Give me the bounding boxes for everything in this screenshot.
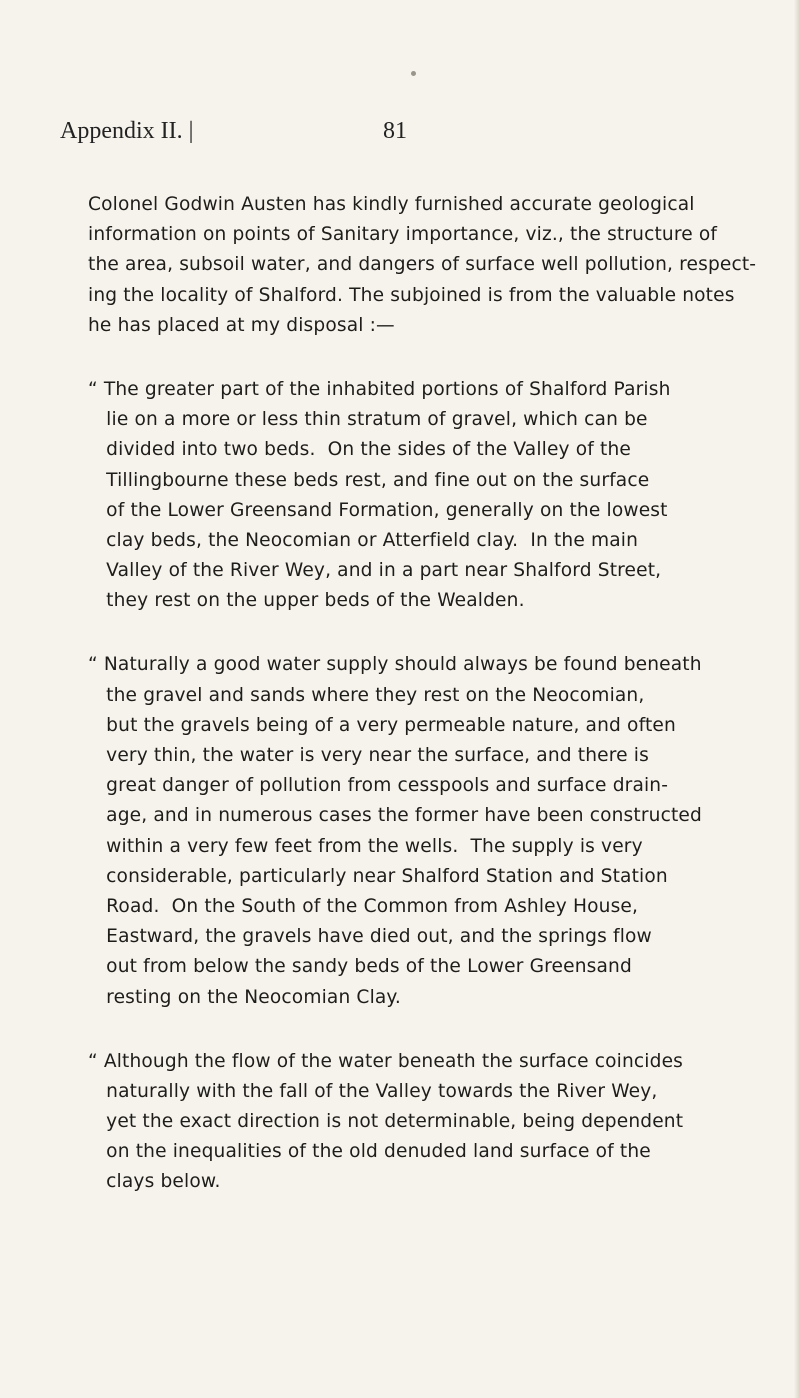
text-line: information on points of Sanitary importance, viz., the structure of bbox=[88, 224, 718, 246]
text-line: resting on the Neocomian Clay. bbox=[88, 986, 401, 1008]
text-line: clay beds, the Neocomian or Atterfield clay. In the main bbox=[88, 529, 639, 551]
text-line: very thin, the water is very near the surface, and there is bbox=[88, 745, 649, 766]
quote-paragraph-1 bbox=[0, 375, 800, 617]
text-line: great danger of pollution from cesspools and surface drain- bbox=[88, 775, 669, 797]
text-line: “ The greater part of the inhabited portions of Shalford Parish bbox=[88, 378, 671, 400]
text-line: the area, subsoil water, and dangers of surface well pollution, respect- bbox=[88, 254, 757, 276]
text-line: of the Lower Greensand Formation, generally on the lowest bbox=[88, 499, 668, 521]
page-number: 81 bbox=[383, 118, 407, 144]
page-speck bbox=[411, 71, 416, 76]
running-head bbox=[0, 118, 800, 154]
text-line: “ Although the flow of the water beneath the surface coincides bbox=[88, 1050, 684, 1072]
text-line: they rest on the upper beds of the Wealden. bbox=[88, 590, 525, 612]
text-line: Valley of the River Wey, and in a part near Shalford Street, bbox=[88, 560, 662, 582]
text-line: clays below. bbox=[88, 1171, 221, 1193]
text-line: considerable, particularly near Shalford Station and Station bbox=[88, 865, 668, 887]
text-line: age, and in numerous cases the former have been constructed bbox=[88, 805, 702, 827]
text-line: the gravel and sands where they rest on the Neocomian, bbox=[88, 684, 645, 706]
text-line: Colonel Godwin Austen has kindly furnished accurate geological bbox=[88, 194, 695, 215]
text-line: out from below the sandy beds of the Lower Greensand bbox=[88, 956, 632, 978]
intro-paragraph bbox=[0, 190, 800, 341]
text-line: divided into two beds. On the sides of the Valley of the bbox=[88, 439, 632, 461]
quote-paragraph-3 bbox=[0, 1047, 800, 1198]
text-line: ing the locality of Shalford. The subjoined is from the valuable notes bbox=[88, 284, 735, 306]
text-line: lie on a more or less thin stratum of gravel, which can be bbox=[88, 409, 648, 431]
text-line: Tillingbourne these beds rest, and fine out on the surface bbox=[88, 469, 650, 491]
text-line: Road. On the South of the Common from Ashley House, bbox=[88, 895, 639, 917]
text-line: he has placed at my disposal :— bbox=[88, 314, 395, 336]
page-edge-shadow bbox=[794, 0, 800, 1398]
text-line: but the gravels being of a very permeable nature, and often bbox=[88, 714, 676, 736]
text-line: on the inequalities of the old denuded land surface of the bbox=[88, 1141, 651, 1163]
text-line: within a very few feet from the wells. The supply is very bbox=[88, 835, 643, 857]
text-line: yet the exact direction is not determinable, being dependent bbox=[88, 1111, 684, 1133]
text-line: naturally with the fall of the Valley towards the River Wey, bbox=[88, 1080, 658, 1102]
quote-paragraph-2 bbox=[0, 650, 800, 1012]
body-text bbox=[0, 190, 800, 1198]
text-line: “ Naturally a good water supply should always be found beneath bbox=[88, 654, 702, 676]
text-line: Eastward, the gravels have died out, and the springs flow bbox=[88, 926, 652, 948]
running-title: Appendix II. | bbox=[60, 118, 194, 144]
